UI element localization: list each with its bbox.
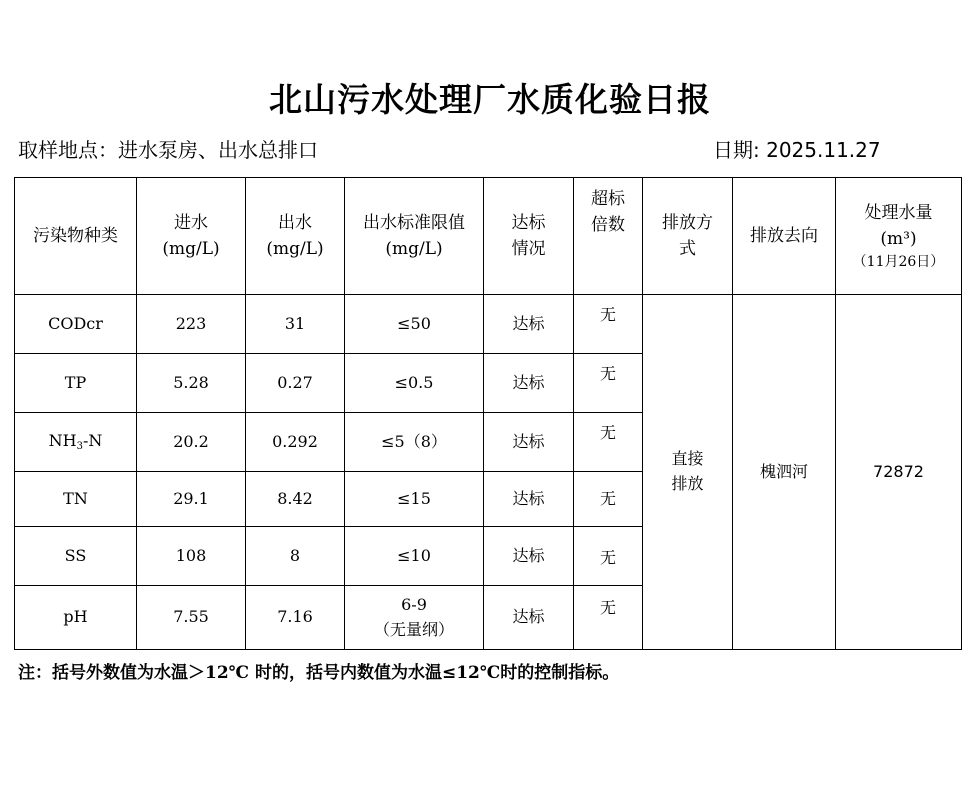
- pollutant-name: TN: [15, 472, 137, 527]
- header-destination: 排放去向: [733, 178, 836, 295]
- status-value: 达标: [484, 354, 574, 413]
- exceed-value: 无: [574, 413, 643, 472]
- inflow-value: 20.2: [137, 413, 246, 472]
- status-value: 达标: [484, 413, 574, 472]
- pollutant-name: TP: [15, 354, 137, 413]
- pollutant-name: pH: [15, 586, 137, 650]
- discharge-method: 直接 排放: [643, 295, 733, 650]
- header-volume: 处理水量 (m³) （11月26日）: [836, 178, 962, 295]
- sampling-location: 取样地点：进水泵房、出水总排口: [18, 138, 318, 162]
- header-status: 达标 情况: [484, 178, 574, 295]
- outflow-value: 8: [246, 527, 345, 586]
- inflow-value: 29.1: [137, 472, 246, 527]
- header-inflow: 进水 (mg/L): [137, 178, 246, 295]
- inflow-value: 223: [137, 295, 246, 354]
- footnote: 注：括号外数值为水温＞12℃ 时的，括号内数值为水温≤12℃时的控制指标。: [18, 663, 620, 683]
- exceed-value: 无: [574, 354, 643, 413]
- limit-value: ≤5（8）: [345, 413, 484, 472]
- status-value: 达标: [484, 586, 574, 650]
- outflow-value: 8.42: [246, 472, 345, 527]
- status-value: 达标: [484, 527, 574, 586]
- header-outflow: 出水 (mg/L): [246, 178, 345, 295]
- status-value: 达标: [484, 472, 574, 527]
- status-value: 达标: [484, 295, 574, 354]
- pollutant-name: CODcr: [15, 295, 137, 354]
- water-quality-table: [14, 177, 962, 650]
- limit-value: ≤15: [345, 472, 484, 527]
- limit-value: ≤10: [345, 527, 484, 586]
- exceed-value: 无: [574, 472, 643, 527]
- exceed-value: 无: [574, 586, 643, 650]
- outflow-value: 0.292: [246, 413, 345, 472]
- header-row: [15, 178, 962, 295]
- inflow-value: 5.28: [137, 354, 246, 413]
- header-exceed: 超标 倍数: [574, 178, 643, 295]
- pollutant-name: SS: [15, 527, 137, 586]
- limit-value: ≤50: [345, 295, 484, 354]
- treated-volume: 72872: [836, 295, 962, 650]
- exceed-value: 无: [574, 295, 643, 354]
- exceed-value: 无: [574, 527, 643, 586]
- inflow-value: 7.55: [137, 586, 246, 650]
- inflow-value: 108: [137, 527, 246, 586]
- table-row: [15, 295, 962, 354]
- limit-value: 6-9 （无量纲）: [345, 586, 484, 650]
- header-limit: 出水标准限值 (mg/L): [345, 178, 484, 295]
- outflow-value: 0.27: [246, 354, 345, 413]
- discharge-destination: 槐泗河: [733, 295, 836, 650]
- report-date: 日期: 2025.11.27: [713, 138, 881, 162]
- outflow-value: 7.16: [246, 586, 345, 650]
- report-title: 北山污水处理厂水质化验日报: [269, 80, 711, 119]
- pollutant-name: NH3-N: [15, 413, 137, 472]
- header-pollutant: 污染物种类: [15, 178, 137, 295]
- limit-value: ≤0.5: [345, 354, 484, 413]
- outflow-value: 31: [246, 295, 345, 354]
- header-method: 排放方 式: [643, 178, 733, 295]
